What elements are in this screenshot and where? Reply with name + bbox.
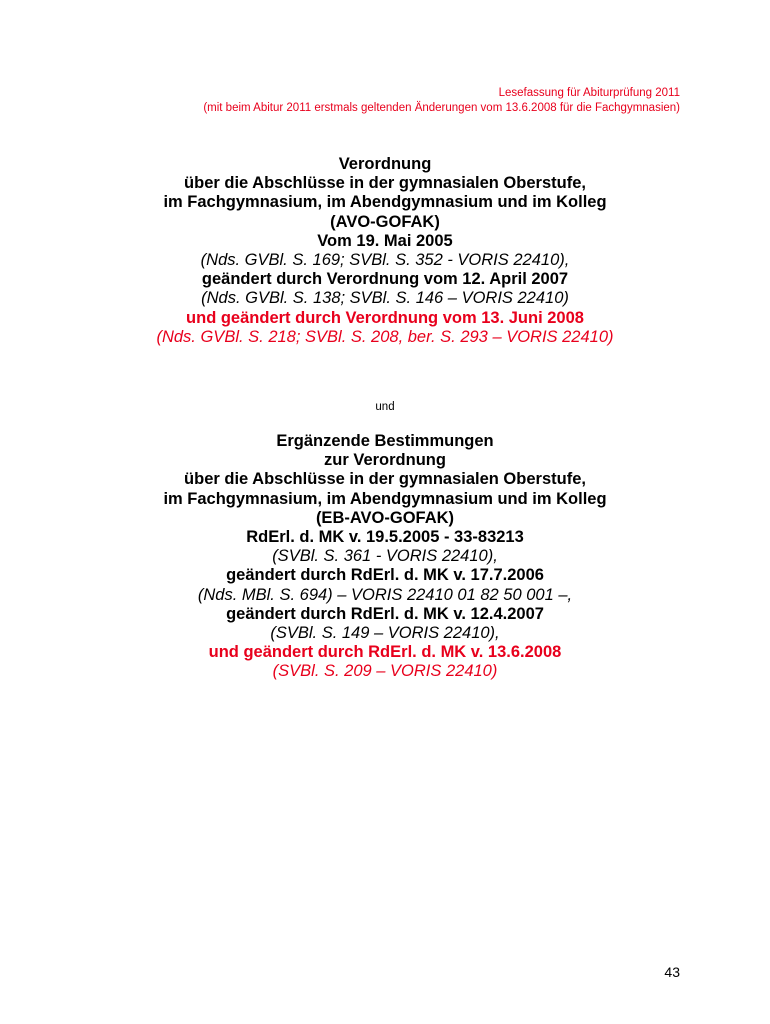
connector-text: und xyxy=(375,401,395,413)
supplement-source-1: (SVBl. S. 361 - VORIS 22410), xyxy=(272,547,498,566)
regulation-block xyxy=(0,155,770,347)
supplement-subtitle-2: im Fachgymnasium, im Abendgymnasium und im Kolleg xyxy=(163,489,607,508)
regulation-amendment-2: und geändert durch Verordnung vom 13. Juni 2008 xyxy=(186,308,584,327)
supplement-amendment-1: geändert durch RdErl. d. MK v. 17.7.2006 xyxy=(226,566,544,585)
supplement-amendment-3: und geändert durch RdErl. d. MK v. 13.6.2008 xyxy=(208,643,562,662)
page-number: 43 xyxy=(664,964,680,980)
supplement-decree: RdErl. d. MK v. 19.5.2005 - 33-83213 xyxy=(246,528,524,547)
supplement-title-2: zur Verordnung xyxy=(324,451,446,470)
regulation-source-2: (Nds. GVBl. S. 138; SVBl. S. 146 – VORIS 22410) xyxy=(201,289,569,308)
supplement-amendment-2: geändert durch RdErl. d. MK v. 12.4.2007 xyxy=(226,604,544,623)
regulation-source-3: (Nds. GVBl. S. 218; SVBl. S. 208, ber. S. 293 – VORIS 22410) xyxy=(156,327,614,346)
supplement-source-4: (SVBl. S. 209 – VORIS 22410) xyxy=(272,662,498,681)
regulation-amendment-1: geändert durch Verordnung vom 12. April 2007 xyxy=(201,270,569,289)
supplement-source-2: (Nds. MBl. S. 694) – VORIS 22410 01 82 50 001 –, xyxy=(197,585,573,604)
supplement-source-3: (SVBl. S. 149 – VORIS 22410), xyxy=(270,624,500,643)
supplement-title: Ergänzende Bestimmungen xyxy=(276,432,494,450)
supplement-subtitle-1: über die Abschlüsse in der gymnasialen Oberstufe, xyxy=(184,470,586,489)
supplement-block xyxy=(0,432,770,682)
regulation-title: Verordnung xyxy=(338,155,432,173)
supplement-abbreviation: (EB-AVO-GOFAK) xyxy=(315,508,455,527)
regulation-date: Vom 19. Mai 2005 xyxy=(317,231,453,250)
regulation-subtitle-2: im Fachgymnasium, im Abendgymnasium und im Kolleg xyxy=(163,193,607,212)
regulation-source-1: (Nds. GVBl. S. 169; SVBl. S. 352 - VORIS 22410), xyxy=(200,251,570,270)
header-amendment-note: (mit beim Abitur 2011 erstmals geltenden Änderungen vom 13.6.2008 für die Fachgymnasien) xyxy=(203,102,680,114)
regulation-abbreviation: (AVO-GOFAK) xyxy=(330,212,440,231)
regulation-subtitle-1: über die Abschlüsse in der gymnasialen Oberstufe, xyxy=(184,174,586,193)
header-reading-version: Lesefassung für Abiturprüfung 2011 xyxy=(498,87,680,99)
